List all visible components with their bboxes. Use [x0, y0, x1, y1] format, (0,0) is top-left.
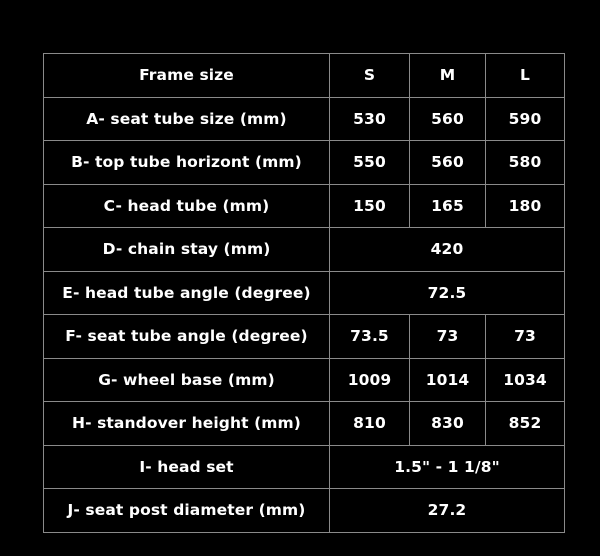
cell-value-s: 550: [330, 141, 410, 185]
cell-value-m: 1014: [410, 358, 486, 402]
cell-value-m: 560: [410, 141, 486, 185]
cell-value-l: 580: [486, 141, 565, 185]
table-row: [44, 402, 565, 446]
table-row: [44, 141, 565, 185]
cell-value-m: 560: [410, 97, 486, 141]
cell-value-all-sizes: 1.5" - 1 1/8": [330, 445, 565, 489]
table-row: [44, 228, 565, 272]
row-label: E- head tube angle (degree): [44, 271, 330, 315]
cell-value-all-sizes: 27.2: [330, 489, 565, 533]
row-label: J- seat post diameter (mm): [44, 489, 330, 533]
table-row: [44, 315, 565, 359]
cell-value-l: 73: [486, 315, 565, 359]
cell-value-s: 150: [330, 184, 410, 228]
cell-value-s: 73.5: [330, 315, 410, 359]
row-label: A- seat tube size (mm): [44, 97, 330, 141]
cell-value-s: 810: [330, 402, 410, 446]
row-label: B- top tube horizont (mm): [44, 141, 330, 185]
row-label: H- standover height (mm): [44, 402, 330, 446]
row-label: D- chain stay (mm): [44, 228, 330, 272]
cell-value-m: 73: [410, 315, 486, 359]
cell-value-l: 590: [486, 97, 565, 141]
cell-value-s: 1009: [330, 358, 410, 402]
table-header-row: [44, 54, 565, 98]
cell-value-l: 852: [486, 402, 565, 446]
header-size-m: M: [410, 54, 486, 98]
row-label: F- seat tube angle (degree): [44, 315, 330, 359]
cell-value-m: 165: [410, 184, 486, 228]
header-size-l: L: [486, 54, 565, 98]
row-label: I- head set: [44, 445, 330, 489]
header-frame-size: Frame size: [44, 54, 330, 98]
table-row: [44, 445, 565, 489]
table-row: [44, 358, 565, 402]
row-label: C- head tube (mm): [44, 184, 330, 228]
cell-value-all-sizes: 420: [330, 228, 565, 272]
geometry-table: [43, 53, 565, 533]
cell-value-l: 1034: [486, 358, 565, 402]
cell-value-m: 830: [410, 402, 486, 446]
cell-value-s: 530: [330, 97, 410, 141]
cell-value-all-sizes: 72.5: [330, 271, 565, 315]
row-label: G- wheel base (mm): [44, 358, 330, 402]
table-row: [44, 184, 565, 228]
table-row: [44, 271, 565, 315]
header-size-s: S: [330, 54, 410, 98]
table-row: [44, 97, 565, 141]
cell-value-l: 180: [486, 184, 565, 228]
table-row: [44, 489, 565, 533]
